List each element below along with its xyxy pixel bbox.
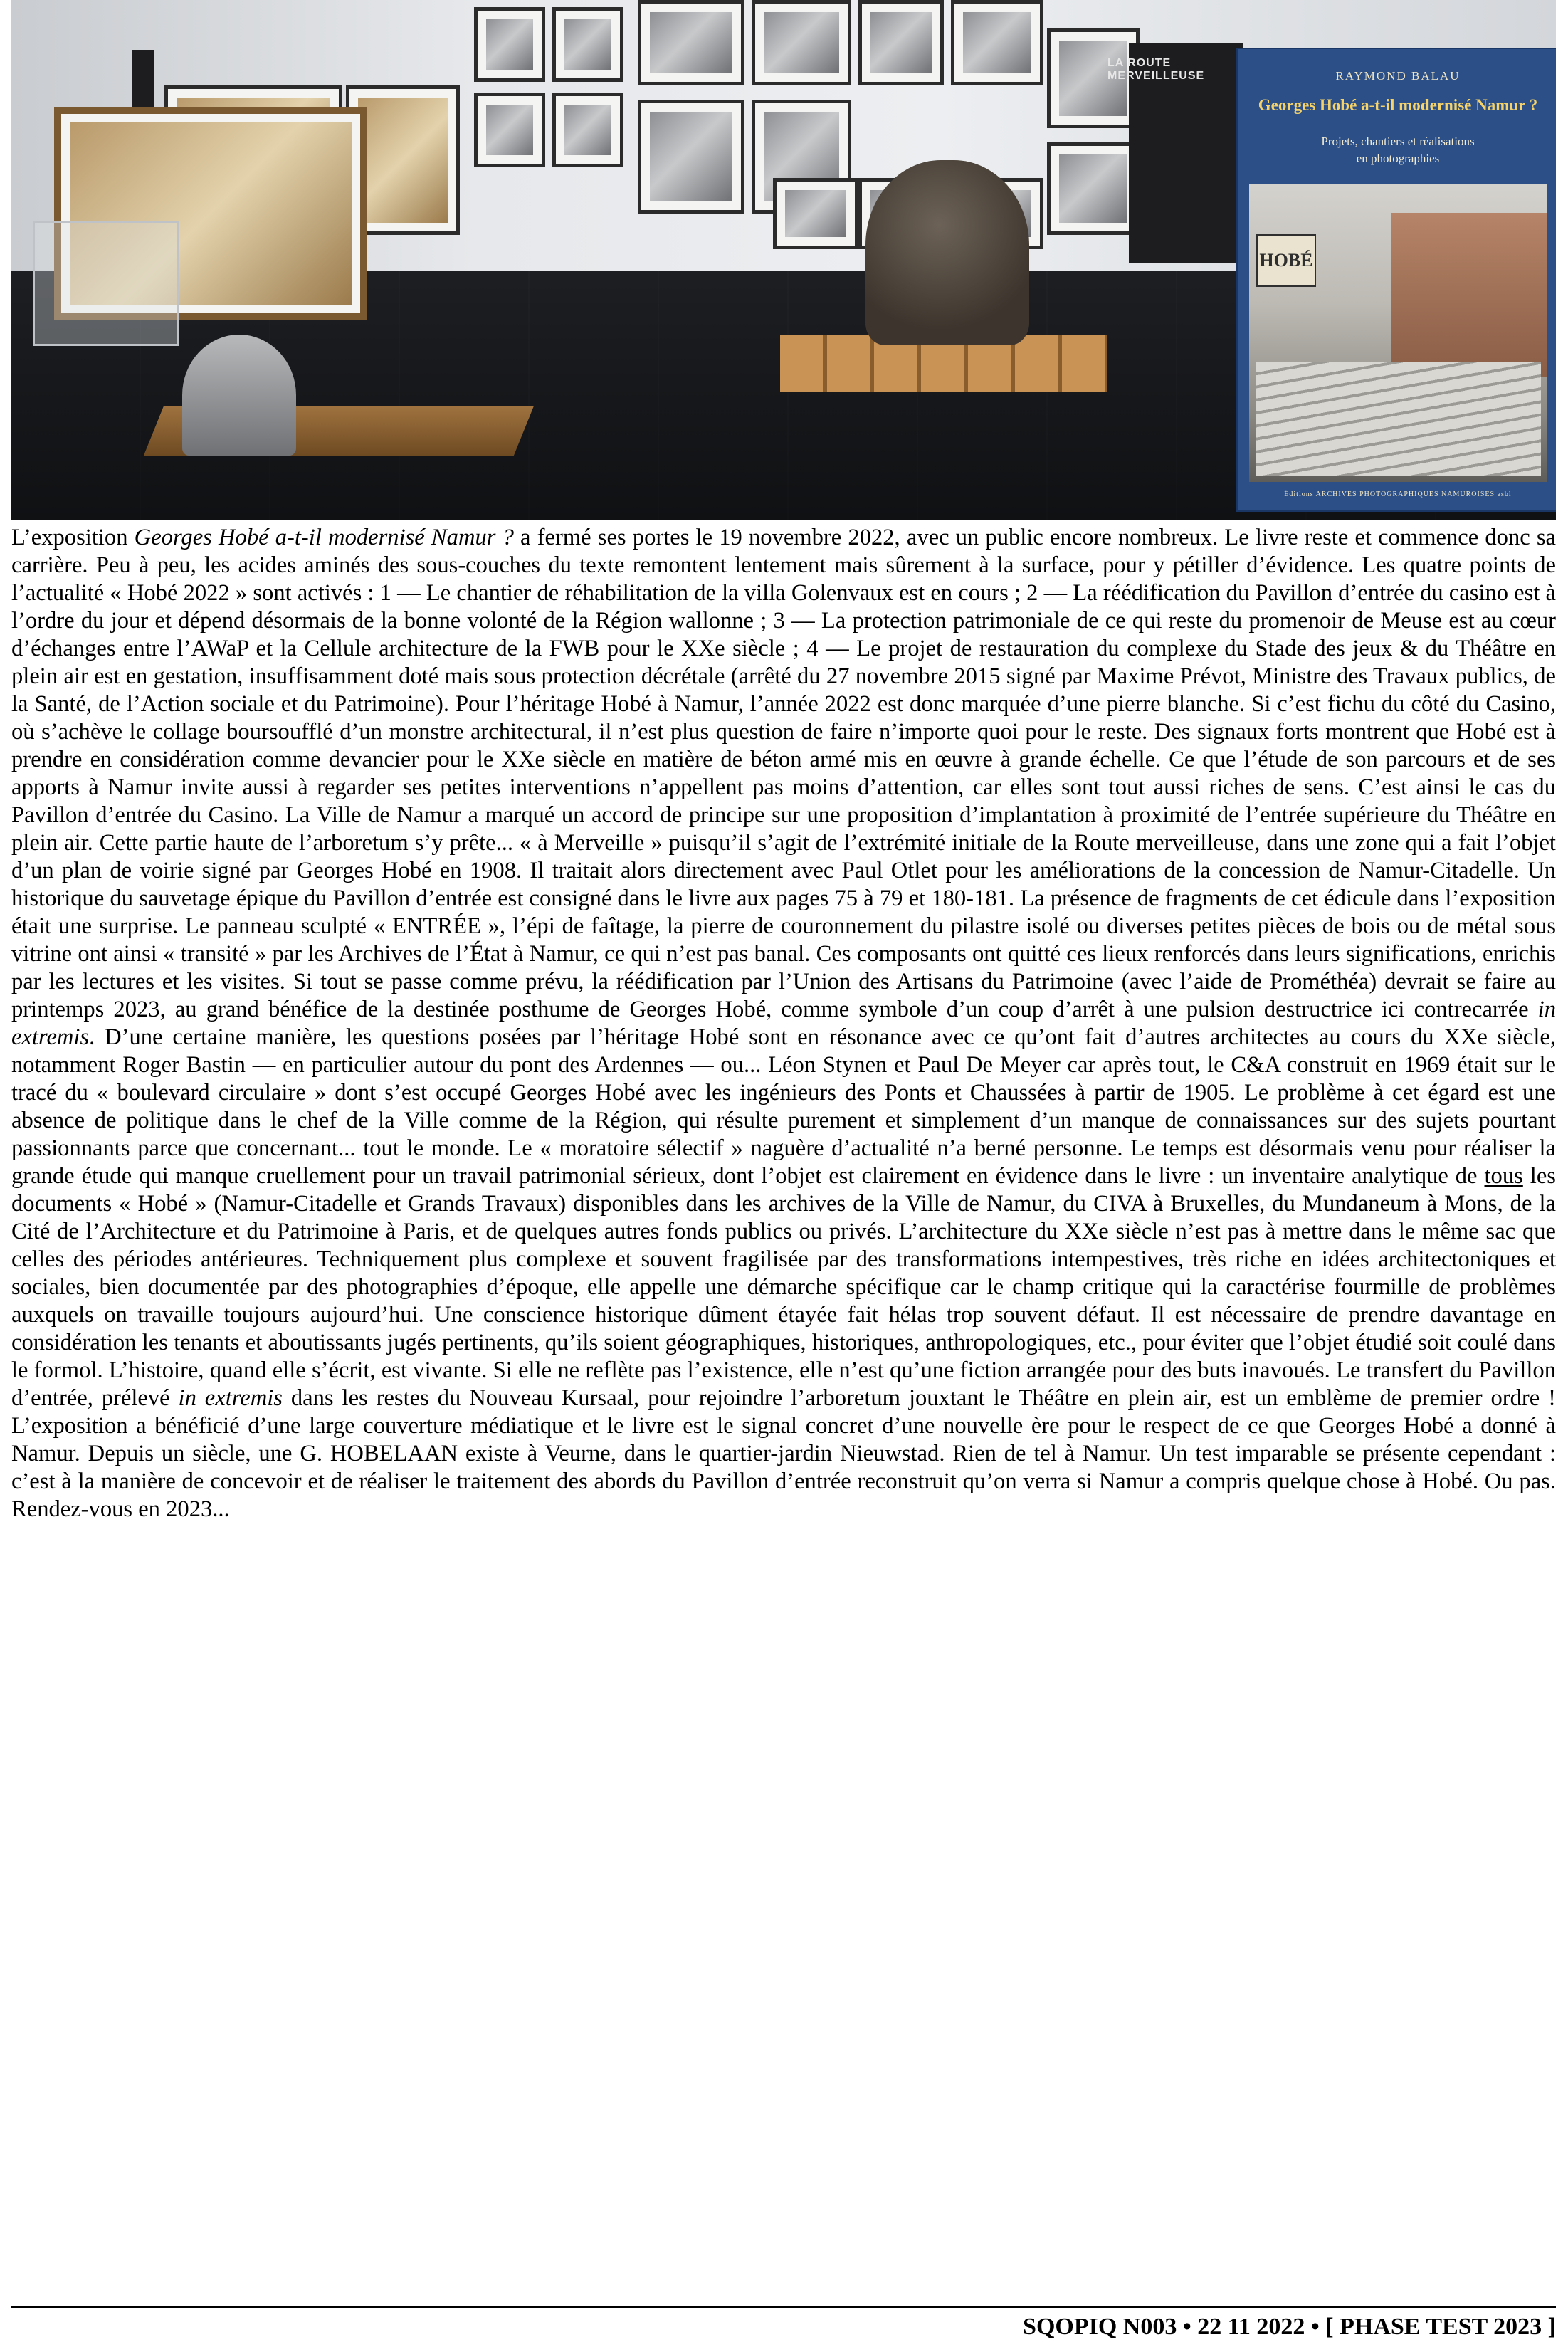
display-vitrine (33, 221, 179, 346)
exhibition-photo (11, 0, 1556, 520)
footer-text: SQOPIQ N003 • 22 11 2022 • [ PHASE TEST 2023 ] (1023, 2314, 1556, 2340)
italic-phrase: in extremis (178, 1385, 283, 1411)
book-cover (1238, 49, 1556, 510)
text-segment: . D’une certaine manière, les questions posées par l’héritage Hobé sont en résonance avec ce qu’ont fait d’autres architectes au cours du XXe siècle, notamment Roger Bastin — en particulier autour du pont des Ardennes — ou... Léon Stynen et Paul De Meyer car après tout, le C&A construit en 1969 était sur le tracé du « boulevard circulaire » dont s’est occupé Georges Hobé avec les ingénieurs des Ponts et Chaussées à partir de 1905. Le problème à cet égard est une absence de politique dans le chef de la Ville comme de la Région, qui résulte purement et simplement d’un manque de connaissances sur des sujets pourtant passionnants parce que concernant... tout le monde. Le « moratoire sélectif » naguère d’actualité n’a berné personne. Le temps est désormais venu pour réaliser la grande étude qui manque cruellement pour un travail patrimonial sérieux, dont l’objet est clairement en évidence dans le livre : un inventaire analytique de (11, 1024, 1556, 1189)
framed-photo (552, 93, 623, 167)
book-cover-photo (1249, 184, 1547, 482)
framed-photo (773, 178, 858, 249)
text-segment: dans les restes du Nouveau Kursaal, pour rejoindre l’arboretum jouxtant le Théâtre en plein air, est un emblème de premier ordre ! L’exposition a bénéficié d’une large couverture médiatique et le livre est le signal concret d’une nouvelle ère pour le respect de ce que Georges Hobé a donné à Namur. Depuis un siècle, une G. HOBELAAN existe à Veurne, dans le quartier-jardin Nieuwstad. Rien de tel à Namur. Un test imparable se présente cependant : c’est à la manière de concevoir et de réaliser le traitement des abords du Pavillon d’entrée reconstruit qu’on verra si Namur a compris quelque chose à Hobé. Ou pas. Rendez-vous en 2023... (11, 1385, 1557, 1522)
italic-phrase: in extremis (11, 997, 1556, 1050)
book-subtitle-line: Projets, chantiers et réalisations (1321, 135, 1475, 148)
hobe-logo: HOBÉ (1256, 234, 1316, 287)
book-title: Georges Hobé a-t-il modernisé Namur ? (1258, 96, 1538, 114)
panel-label: LA ROUTE MERVEILLEUSE (1107, 57, 1205, 82)
book-subtitle (1252, 133, 1544, 167)
finial-dome (182, 335, 296, 456)
framed-photo (552, 7, 623, 82)
framed-photo (638, 0, 744, 85)
framed-photo (752, 0, 851, 85)
framed-photo (474, 7, 545, 82)
book-subtitle-line: en photographies (1356, 152, 1440, 165)
framed-photo (638, 100, 744, 214)
cover-building (1391, 213, 1547, 377)
footer-rule (11, 2306, 1556, 2308)
text-segment: a fermé ses portes le 19 novembre 2022, avec un public encore nombreux. Le livre reste et commence donc sa carrière. Peu à peu, les acides aminés des sous-couches du texte remontent lentement mais sûrement à la surface, pour y pétiller d’évidence. Les quatre points de l’actualité « Hobé 2022 » sont activés : 1 — Le chantier de réhabilitation de la villa Golenvaux est en cours ; 2 — La réédification du Pavillon d’entrée du casino est à l’ordre du jour et dépend désormais de la bonne volonté de la Région wallonne ; 3 — La protection patrimoniale de ce qui reste du promenoir de Meuse est au cœur d’échanges entre l’AWaP et la Cellule architecture de la FWB pour le XXe siècle ; 4 — Le projet de restauration du complexe du Stade des jeux & du Théâtre en plein air est en gestation, insuffisamment doté mais sous protection décrétale (arrêté du 27 novembre 2015 signé par Maxime Prévot, Ministre des Travaux publics, de la Santé, de l’Action sociale et du Patrimoine). Pour l’héritage Hobé à Namur, l’année 2022 est donc marquée d’une pierre blanche. Si c’est fichu du côté du Casino, où s’achève le collage boursoufflé d’un monstre architectural, il n’est plus question de faire n’importe quoi pour le reste. Des signaux forts montrent que Hobé est à prendre en considération comme devancier pour le XXe siècle en matière de béton armé mis en œuvre à grande échelle. Ce que l’étude de son parcours et de ses apports à Namur invite aussi à regarder ses petites interventions n’appellent pas moins d’attention, car elles sont tout aussi riches de sens. C’est ainsi le cas du Pavillon d’entrée du Casino. La Ville de Namur a marqué un accord de principe sur une proposition d’implantation à proximité de l’entrée supérieure du Théâtre en plein air. Cette partie haute de l’arboretum s’y prête... « à Merveille » puisqu’il s’agit de l’extrémité initiale de la Route merveilleuse, dans une zone qui a fait l’objet d’un plan de voirie signé par Georges Hobé en 1908. Il traitait alors directement avec Paul Otlet pour les améliorations de la concession de Namur-Citadelle. Un historique du sauvetage épique du Pavillon d’entrée est consigné dans le livre aux pages 75 à 79 et 180-181. La présence de fragments de cet édicule dans l’exposition était une surprise. Le panneau sculpté « ENTRÉE », l’épi de faîtage, la pierre de couronnement du pilastre isolé ou diverses petites pièces de bois ou de métal sous vitrine ont ainsi « transité » par les Archives de l’État à Namur, ce qui n’est pas banal. Ces composants ont quitté ces lieux renforcés dans leurs significations, enrichis par les lectures et les visites. Si tout se passe comme prévu, la réédification par l’Union des Artisans du Patrimoine (avec l’aide de Prométhéa) devrait se faire au printemps 2023, au grand bénéfice de la destinée posthume de Georges Hobé, comme symbole d’un coup d’arrêt à une pulsion destructrice ici contrecarrée (11, 525, 1557, 1022)
framed-photo (1047, 142, 1140, 235)
underlined-word: tous (1484, 1163, 1523, 1189)
framed-photo (951, 0, 1043, 85)
stone-sculpture (865, 160, 1029, 345)
framed-photo (858, 0, 944, 85)
book-publisher: Éditions ARCHIVES PHOTOGRAPHIQUES NAMUROISES asbl (1284, 490, 1512, 498)
cover-steps (1256, 362, 1541, 476)
article-body (11, 524, 1556, 1523)
text-segment: les documents « Hobé » (Namur-Citadelle et Grands Travaux) disponibles dans les archives de la Ville de Namur, du CIVA à Bruxelles, du Mundaneum à Mons, de la Cité de l’Architecture et du Patrimoine à Paris, et de quelques autres fonds publics ou privés. L’architecture du XXe siècle n’est pas à mettre dans le même sac que celles des périodes antérieures. Techniquement plus complexe et souvent fragilisée par des transformations intempestives, très riche en idées architectoniques et sociales, bien documentée par des photographies d’époque, elle appelle une démarche spécifique car le champ critique qui la caractérise fourmille de problèmes auxquels on travaille toujours aujourd’hui. Une conscience historique dûment étayée fait hélas trop souvent défaut. Il est nécessaire de prendre davantage en considération les tenants et aboutissants jugés pertinents, qu’ils soient géographiques, historiques, anthropologiques, etc., pour éviter que l’objet étudié soit coulé dans le formol. L’histoire, quand elle s’écrit, est vivante. Si elle ne reflète pas l’existence, elle n’est qu’une fiction arrangée pour des buts inavoués. Le transfert du Pavillon d’entrée, prélevé (11, 1163, 1556, 1411)
framed-photo (474, 93, 545, 167)
book-author: RAYMOND BALAU (1335, 69, 1461, 83)
exhibition-title: Georges Hobé a-t-il modernisé Namur ? (134, 525, 514, 550)
text-segment: L’exposition (11, 525, 135, 550)
